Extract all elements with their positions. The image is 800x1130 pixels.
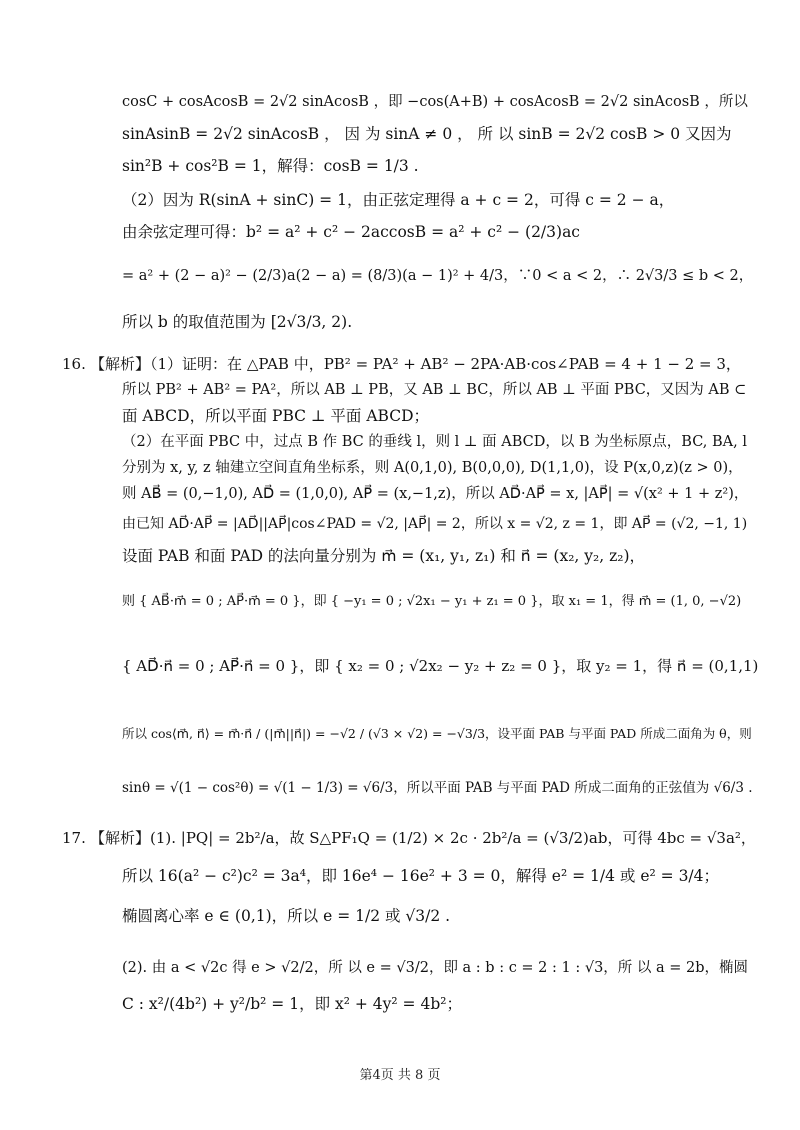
q16-line-2: 面 ABCD，所以平面 PBC ⊥ 平面 ABCD； [122,407,429,425]
q17-header [62,828,756,848]
page-footer: 第4页 共 8 页 [359,1068,441,1083]
q15-line-1: cosC + cosAcosB = 2√2 sinAcosB ，即 −cos(A+B) + cosAcosB = 2√2 sinAcosB ，所以 [122,94,748,110]
q16-line-10: 所以 cos⟨m⃗, n⃗⟩ = m⃗·n⃗ / (|m⃗||n⃗|) = −√2 / (√3 × √2) = −√3/3，设平面 PAB 与平面 PAD 所成二面角为 θ，则 [122,726,752,741]
q16-line-8: 则 { AB⃗·m⃗ = 0 ; AP⃗·m⃗ = 0 }，即 { −y₁ = 0 ; √2x₁ − y₁ + z₁ = 0 }，取 x₁ = 1，得 m⃗ = (1, 0, −√2) [122,594,742,609]
q16-head-text: 【解析】（1）证明：在 △PAB 中，PB² = PA² + AB² − 2PA·AB·cos∠PAB = 4 + 1 − 2 = 3， [90,355,741,373]
q16-line-9: { AD⃗·n⃗ = 0 ; AP⃗·n⃗ = 0 }，即 { x₂ = 0 ; √2x₂ − y₂ + z₂ = 0 }，取 y₂ = 1，得 n⃗ = (0,1,1) [122,657,759,675]
q16-line-1: 所以 PB² + AB² = PA²，所以 AB ⊥ PB，又 AB ⊥ BC，所以 AB ⊥ 平面 PBC，又因为 AB ⊂ [122,382,747,398]
q15-line-6: = a² + (2 − a)² − (2/3)a(2 − a) = (8/3)(a − 1)² + 4/3，∵0 < a < 2，∴ 2√3/3 ≤ b < 2， [122,268,754,284]
q17-line-3: (2). 由 a < √2c 得 e > √2/2，所 以 e = √3/2，即 a : b : c = 2 : 1 : √3，所 以 a = 2b，椭圆 [122,960,749,976]
q16-number: 16. [62,355,86,373]
q15-line-3: sin²B + cos²B = 1，解得：cosB = 1/3 . [122,157,419,175]
q16-header [62,354,741,374]
q15-line-4: （2）因为 R(sinA + sinC) = 1，由正弦定理得 a + c = 2，可得 c = 2 − a， [122,191,675,209]
q17-line-4: C : x²/(4b²) + y²/b² = 1，即 x² + 4y² = 4b²； [122,995,462,1013]
q16-line-5: 则 AB⃗ = (0,−1,0), AD⃗ = (1,0,0), AP⃗ = (x,−1,z)，所以 AD⃗·AP⃗ = x, |AP⃗| = √(x² + 1 + z²)， [122,486,749,502]
q16-line-3: （2）在平面 PBC 中，过点 B 作 BC 的垂线 l，则 l ⊥ 面 ABCD，以 B 为坐标原点，BC, BA, l [122,434,747,450]
q17-line-1: 所以 16(a² − c²)c² = 3a⁴，即 16e⁴ − 16e² + 3 = 0，解得 e² = 1/4 或 e² = 3/4； [122,867,720,885]
q16-line-7: 设面 PAB 和面 PAD 的法向量分别为 m⃗ = (x₁, y₁, z₁) 和 n⃗ = (x₂, y₂, z₂)， [122,547,646,565]
q15-line-2: sinAsinB = 2√2 sinAcosB ， 因 为 sinA ≠ 0 ， 所 以 sinB = 2√2 cosB > 0 又因为 [122,125,732,143]
q17-line-2: 椭圆离心率 e ∈ (0,1)，所以 e = 1/2 或 √3/2 . [122,907,451,925]
q16-line-4: 分别为 x, y, z 轴建立空间直角坐标系，则 A(0,1,0), B(0,0,0), D(1,1,0)，设 P(x,0,z)(z > 0)， [122,460,743,476]
q15-line-7: 所以 b 的取值范围为 [2√3/3, 2). [122,313,353,331]
q15-line-5: 由余弦定理可得：b² = a² + c² − 2accosB = a² + c² − (2/3)ac [122,223,580,241]
q17-number: 17. [62,829,86,847]
q16-line-11: sinθ = √(1 − cos²θ) = √(1 − 1/3) = √6/3，所以平面 PAB 与平面 PAD 所成二面角的正弦值为 √6/3 . [122,780,753,796]
q16-line-6: 由已知 AD⃗·AP⃗ = |AD⃗||AP⃗|cos∠PAD = √2, |AP⃗| = 2，所以 x = √2, z = 1，即 AP⃗ = (√2, −1, 1) [122,516,748,532]
q17-head-text: 【解析】(1). |PQ| = 2b²/a，故 S△PF₁Q = (1/2) × 2c · 2b²/a = (√3/2)ab，可得 4bc = √3a²， [90,829,756,847]
